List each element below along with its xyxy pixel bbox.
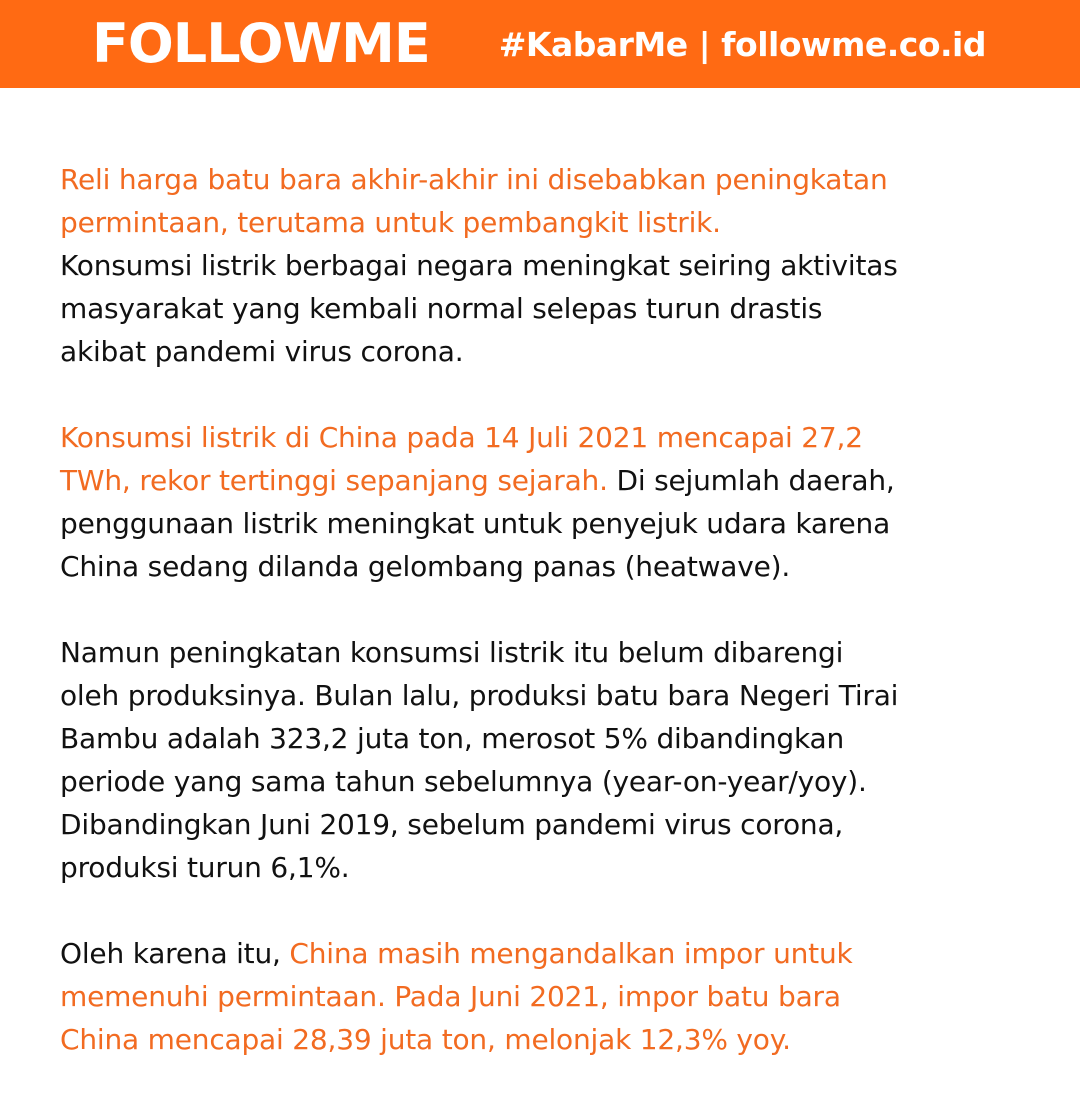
body-text: penggunaan listrik meningkat untuk penyejuk udara karena — [60, 507, 891, 540]
highlight-text: memenuhi permintaan. Pada Juni 2021, impor batu bara — [60, 980, 841, 1013]
body-text: Oleh karena itu, — [60, 937, 290, 970]
body-text: periode yang sama tahun sebelumnya (year-on-year/yoy). — [60, 765, 867, 798]
body-text: Dibandingkan Juni 2019, sebelum pandemi virus corona, — [60, 808, 844, 841]
followme-logo: FOLLOWME — [92, 12, 430, 75]
body-text: Bambu adalah 323,2 juta ton, merosot 5% dibandingkan — [60, 722, 844, 755]
header-bar — [0, 0, 1080, 88]
highlight-text: China masih mengandalkan impor untuk — [289, 937, 853, 970]
body-text: Di sejumlah daerah, — [607, 464, 895, 497]
body-text: Konsumsi listrik berbagai negara meningkat seiring aktivitas — [60, 249, 898, 282]
body-text: masyarakat yang kembali normal selepas turun drastis — [60, 292, 823, 325]
paragraph-2 — [60, 416, 1040, 588]
body-text: China sedang dilanda gelombang panas (heatwave). — [60, 550, 791, 583]
paragraph-4 — [60, 932, 1040, 1061]
highlight-text: Konsumsi listrik di China pada 14 Juli 2021 mencapai 27,2 — [60, 421, 863, 454]
highlight-text: permintaan, terutama untuk pembangkit listrik. — [60, 206, 721, 239]
article-body — [60, 158, 1040, 1104]
paragraph-1 — [60, 158, 1040, 373]
highlight-text: Reli harga batu bara akhir-akhir ini disebabkan peningkatan — [60, 163, 888, 196]
header-tagline: #KabarMe | followme.co.id — [498, 25, 986, 64]
body-text: produksi turun 6,1%. — [60, 851, 350, 884]
body-text: akibat pandemi virus corona. — [60, 335, 464, 368]
highlight-text: China mencapai 28,39 juta ton, melonjak 12,3% yoy. — [60, 1023, 791, 1056]
paragraph-3 — [60, 631, 1040, 889]
body-text: Namun peningkatan konsumsi listrik itu belum dibarengi — [60, 636, 844, 669]
highlight-text: TWh, rekor tertinggi sepanjang sejarah. — [60, 464, 608, 497]
body-text: oleh produksinya. Bulan lalu, produksi batu bara Negeri Tirai — [60, 679, 899, 712]
